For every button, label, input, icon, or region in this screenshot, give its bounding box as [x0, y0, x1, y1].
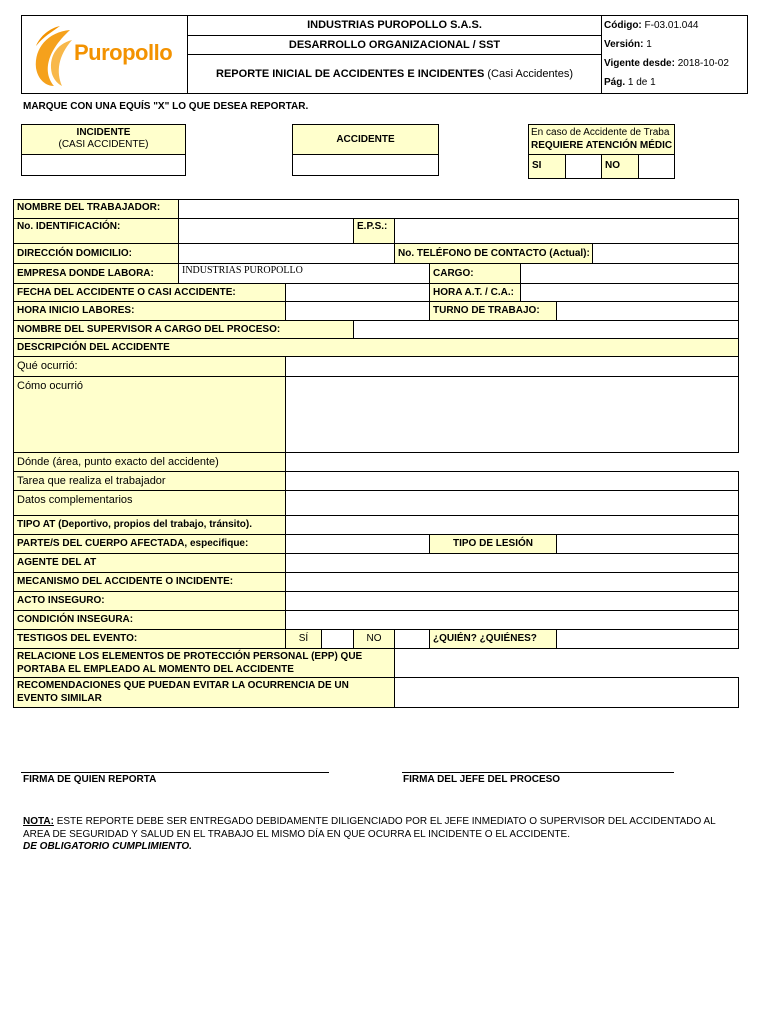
note-paragraph: [23, 815, 743, 841]
accidente-option-label: ACCIDENTE: [292, 124, 439, 155]
codigo: Código: F-03.01.044: [604, 20, 699, 31]
doc-control-box: [601, 15, 748, 94]
field-testigos-no[interactable]: [394, 629, 430, 649]
field-mecanismo[interactable]: [285, 572, 739, 592]
note-label: NOTA:: [23, 816, 54, 827]
field-como-ocurrio[interactable]: [285, 376, 739, 453]
report-title: [187, 54, 602, 94]
label-direccion: DIRECCIÓN DOMICILIO:: [13, 243, 179, 264]
field-donde[interactable]: [285, 452, 739, 472]
header-logo-box: [21, 15, 188, 94]
label-nombre: NOMBRE DEL TRABAJADOR:: [13, 199, 179, 219]
report-title-main: REPORTE INICIAL DE ACCIDENTES E INCIDENTES: [216, 68, 485, 80]
label-tarea: Tarea que realiza el trabajador: [13, 471, 286, 491]
medical-note: En caso de Accidente de Traba: [531, 127, 670, 138]
field-hora-inicio[interactable]: [285, 301, 430, 321]
field-supervisor[interactable]: [353, 320, 739, 339]
report-title-sub: (Casi Accidentes): [487, 68, 573, 80]
label-que-ocurrio: Qué ocurrió:: [13, 356, 286, 377]
label-supervisor: NOMBRE DEL SUPERVISOR A CARGO DEL PROCESO:: [13, 320, 354, 339]
accidente-mark-box[interactable]: [292, 154, 439, 176]
signature-label-jefe: FIRMA DEL JEFE DEL PROCESO: [403, 774, 561, 785]
label-telefono: No. TELÉFONO DE CONTACTO (Actual):: [394, 243, 593, 264]
note-mandatory: DE OBLIGATORIO CUMPLIMIENTO.: [23, 841, 192, 852]
field-nombre[interactable]: [178, 199, 739, 219]
version: Versión: 1: [604, 39, 652, 50]
field-cargo[interactable]: [520, 263, 739, 284]
label-acto: ACTO INSEGURO:: [13, 591, 286, 611]
field-recomendaciones[interactable]: [394, 677, 739, 708]
company-name: INDUSTRIAS PUROPOLLO S.A.S.: [187, 15, 602, 36]
label-turno: TURNO DE TRABAJO:: [429, 301, 557, 321]
field-partes[interactable]: [285, 534, 430, 554]
label-hora-at: HORA A.T. / C.A.:: [429, 283, 521, 302]
signature-label-reporta: FIRMA DE QUIEN REPORTA: [23, 774, 157, 785]
label-tipo-lesion: TIPO DE LESIÓN: [429, 534, 557, 554]
label-cargo: CARGO:: [429, 263, 521, 284]
medical-si-box[interactable]: [565, 154, 602, 179]
incidente-option-label: INCIDENTE (CASI ACCIDENTE): [21, 124, 186, 155]
field-testigos-si[interactable]: [321, 629, 354, 649]
label-agente: AGENTE DEL AT: [13, 553, 286, 573]
label-condicion: CONDICIÓN INSEGURA:: [13, 610, 286, 630]
field-tarea[interactable]: [285, 471, 739, 491]
label-identificacion: No. IDENTIFICACIÓN:: [13, 218, 179, 244]
label-testigos-si: SÍ: [285, 629, 322, 649]
note-text: ESTE REPORTE DEBE SER ENTREGADO DEBIDAMENTE DILIGENCIADO POR EL JEFE INMEDIATO O SUPERVISOR DEL ACCIDENTADO AL AREA DE SEGURIDAD Y SALUD EN EL TRABAJO EL MISMO DÍA EN QUE OCURRA EL INCIDENTE O EL ACCIDENTE.: [23, 816, 716, 840]
pagina: Pág. 1 de 1: [604, 77, 656, 88]
label-como-ocurrio: Cómo ocurrió: [13, 376, 286, 453]
label-mecanismo: MECANISMO DEL ACCIDENTE O INCIDENTE:: [13, 572, 286, 592]
label-epp: RELACIONE LOS ELEMENTOS DE PROTECCIÓN PERSONAL (EPP) QUE PORTABA EL EMPLEADO AL MOMENTO DEL ACCIDENTE: [13, 648, 395, 678]
label-quien: ¿QUIÉN? ¿QUIÉNES?: [429, 629, 557, 649]
label-hora-inicio: HORA INICIO LABORES:: [13, 301, 286, 321]
field-que-ocurrio[interactable]: [285, 356, 739, 377]
signature-line-reporta[interactable]: [21, 772, 329, 773]
field-tipo-at[interactable]: [285, 515, 739, 535]
logo-text: Puropollo: [74, 40, 173, 65]
field-tipo-lesion[interactable]: [556, 534, 739, 554]
signature-line-jefe[interactable]: [402, 772, 674, 773]
label-descripcion: DESCRIPCIÓN DEL ACCIDENTE: [13, 338, 739, 357]
field-fecha[interactable]: [285, 283, 430, 302]
field-empresa[interactable]: INDUSTRIAS PUROPOLLO: [178, 263, 430, 284]
field-telefono[interactable]: [592, 243, 739, 264]
label-recomendaciones: RECOMENDACIONES QUE PUEDAN EVITAR LA OCURRENCIA DE UN EVENTO SIMILAR: [13, 677, 395, 708]
medical-si-label: SI: [528, 154, 566, 179]
label-datos: Datos complementarios: [13, 490, 286, 516]
field-eps[interactable]: [394, 218, 739, 244]
medical-no-box[interactable]: [638, 154, 675, 179]
label-testigos: TESTIGOS DEL EVENTO:: [13, 629, 286, 649]
logo-icon: [30, 24, 74, 88]
field-turno[interactable]: [556, 301, 739, 321]
field-direccion[interactable]: [178, 243, 395, 264]
field-hora-at[interactable]: [520, 283, 739, 302]
label-partes: PARTE/S DEL CUERPO AFECTADA, especifique:: [13, 534, 286, 554]
field-datos[interactable]: [285, 490, 739, 516]
label-eps: E.P.S.:: [353, 218, 395, 244]
label-donde: Dónde (área, punto exacto del accidente): [13, 452, 286, 472]
department-name: DESARROLLO ORGANIZACIONAL / SST: [187, 35, 602, 55]
label-empresa: EMPRESA DONDE LABORA:: [13, 263, 179, 284]
label-testigos-no: NO: [353, 629, 395, 649]
field-identificacion[interactable]: [178, 218, 354, 244]
field-epp[interactable]: [394, 648, 739, 678]
instruction-text: MARQUE CON UNA EQUÍS "X" LO QUE DESEA REPORTAR.: [23, 101, 309, 112]
label-fecha: FECHA DEL ACCIDENTE O CASI ACCIDENTE:: [13, 283, 286, 302]
field-condicion[interactable]: [285, 610, 739, 630]
field-acto[interactable]: [285, 591, 739, 611]
label-tipo-at: TIPO AT (Deportivo, propios del trabajo, tránsito).: [13, 515, 286, 535]
medical-attention-header: [528, 124, 675, 155]
incidente-mark-box[interactable]: [21, 154, 186, 176]
vigente: Vigente desde: 2018-10-02: [604, 58, 729, 69]
field-quien[interactable]: [556, 629, 739, 649]
medical-title: REQUIERE ATENCIÓN MÉDIC: [531, 140, 673, 151]
input-nombre[interactable]: [182, 201, 735, 217]
medical-no-label: NO: [601, 154, 639, 179]
field-agente[interactable]: [285, 553, 739, 573]
